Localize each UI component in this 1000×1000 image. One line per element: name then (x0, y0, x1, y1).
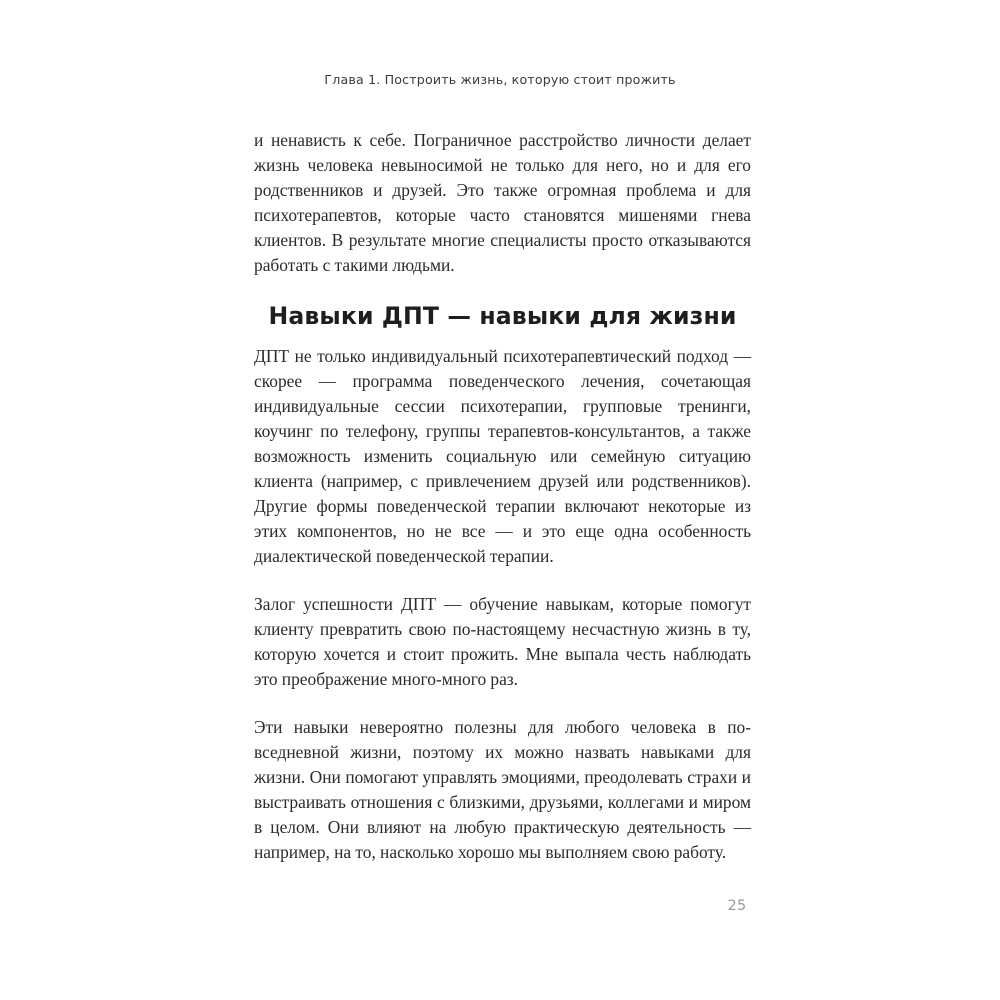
page-number-row (0, 898, 1000, 914)
paragraph-spacer (254, 705, 751, 715)
section-heading: Навыки ДПТ — навыки для жизни (268, 302, 737, 330)
text-column (254, 128, 751, 865)
paragraph-spacer (254, 582, 751, 592)
paragraph-life-skills: Эти навыки невероятно полезны для любого человека в повседневной жизни, поэтому их можно назвать навыками для жизни. Они помогают управлять эмоциями, преодолевать страхи и выстраивать отношения с близкими, друзьями, коллегами и миром в целом. Они влияют на любую практическую деятельность — например, на то, насколько хорошо мы выполняем свою работу. (254, 717, 751, 862)
running-head: Глава 1. Построить жизнь, которую стоит прожить (324, 72, 676, 87)
paragraph-dbt-description: ДПТ не только индивидуальный психотерапевтический подход — скорее — программа поведенческого лечения, сочетающая индивидуальные сессии психотерапии, групповые тренинги, коучинг по телефону, группы терапевтов-консультантов, а также возможность изменить социальную или семейную ситуацию клиента (например, с привлечением друзей или родственников). Другие формы поведенческой терапии включают некоторые из этих компонентов, но не все — и это еще одна особенность диалектической поведенческой терапии. (254, 346, 751, 566)
paragraph-dbt-success: Залог успешности ДПТ — обучение навыкам, которые помогут клиенту превратить свою по-настоящему несчастную жизнь в ту, которую хочется и стоит прожить. Мне выпала честь наблюдать это преображение много-много раз. (254, 594, 751, 689)
paragraph-continuation: и ненависть к себе. Пограничное расстройство личности делает жизнь человека невыносимой не только для него, но и для его родственников и друзей. Это также огромная проблема и для психотерапевтов, которые часто становятся мишенями гнева клиентов. В результате многие специалисты просто отказываются работать с такими людьми. (254, 130, 751, 275)
page-number: 25 (727, 898, 747, 914)
